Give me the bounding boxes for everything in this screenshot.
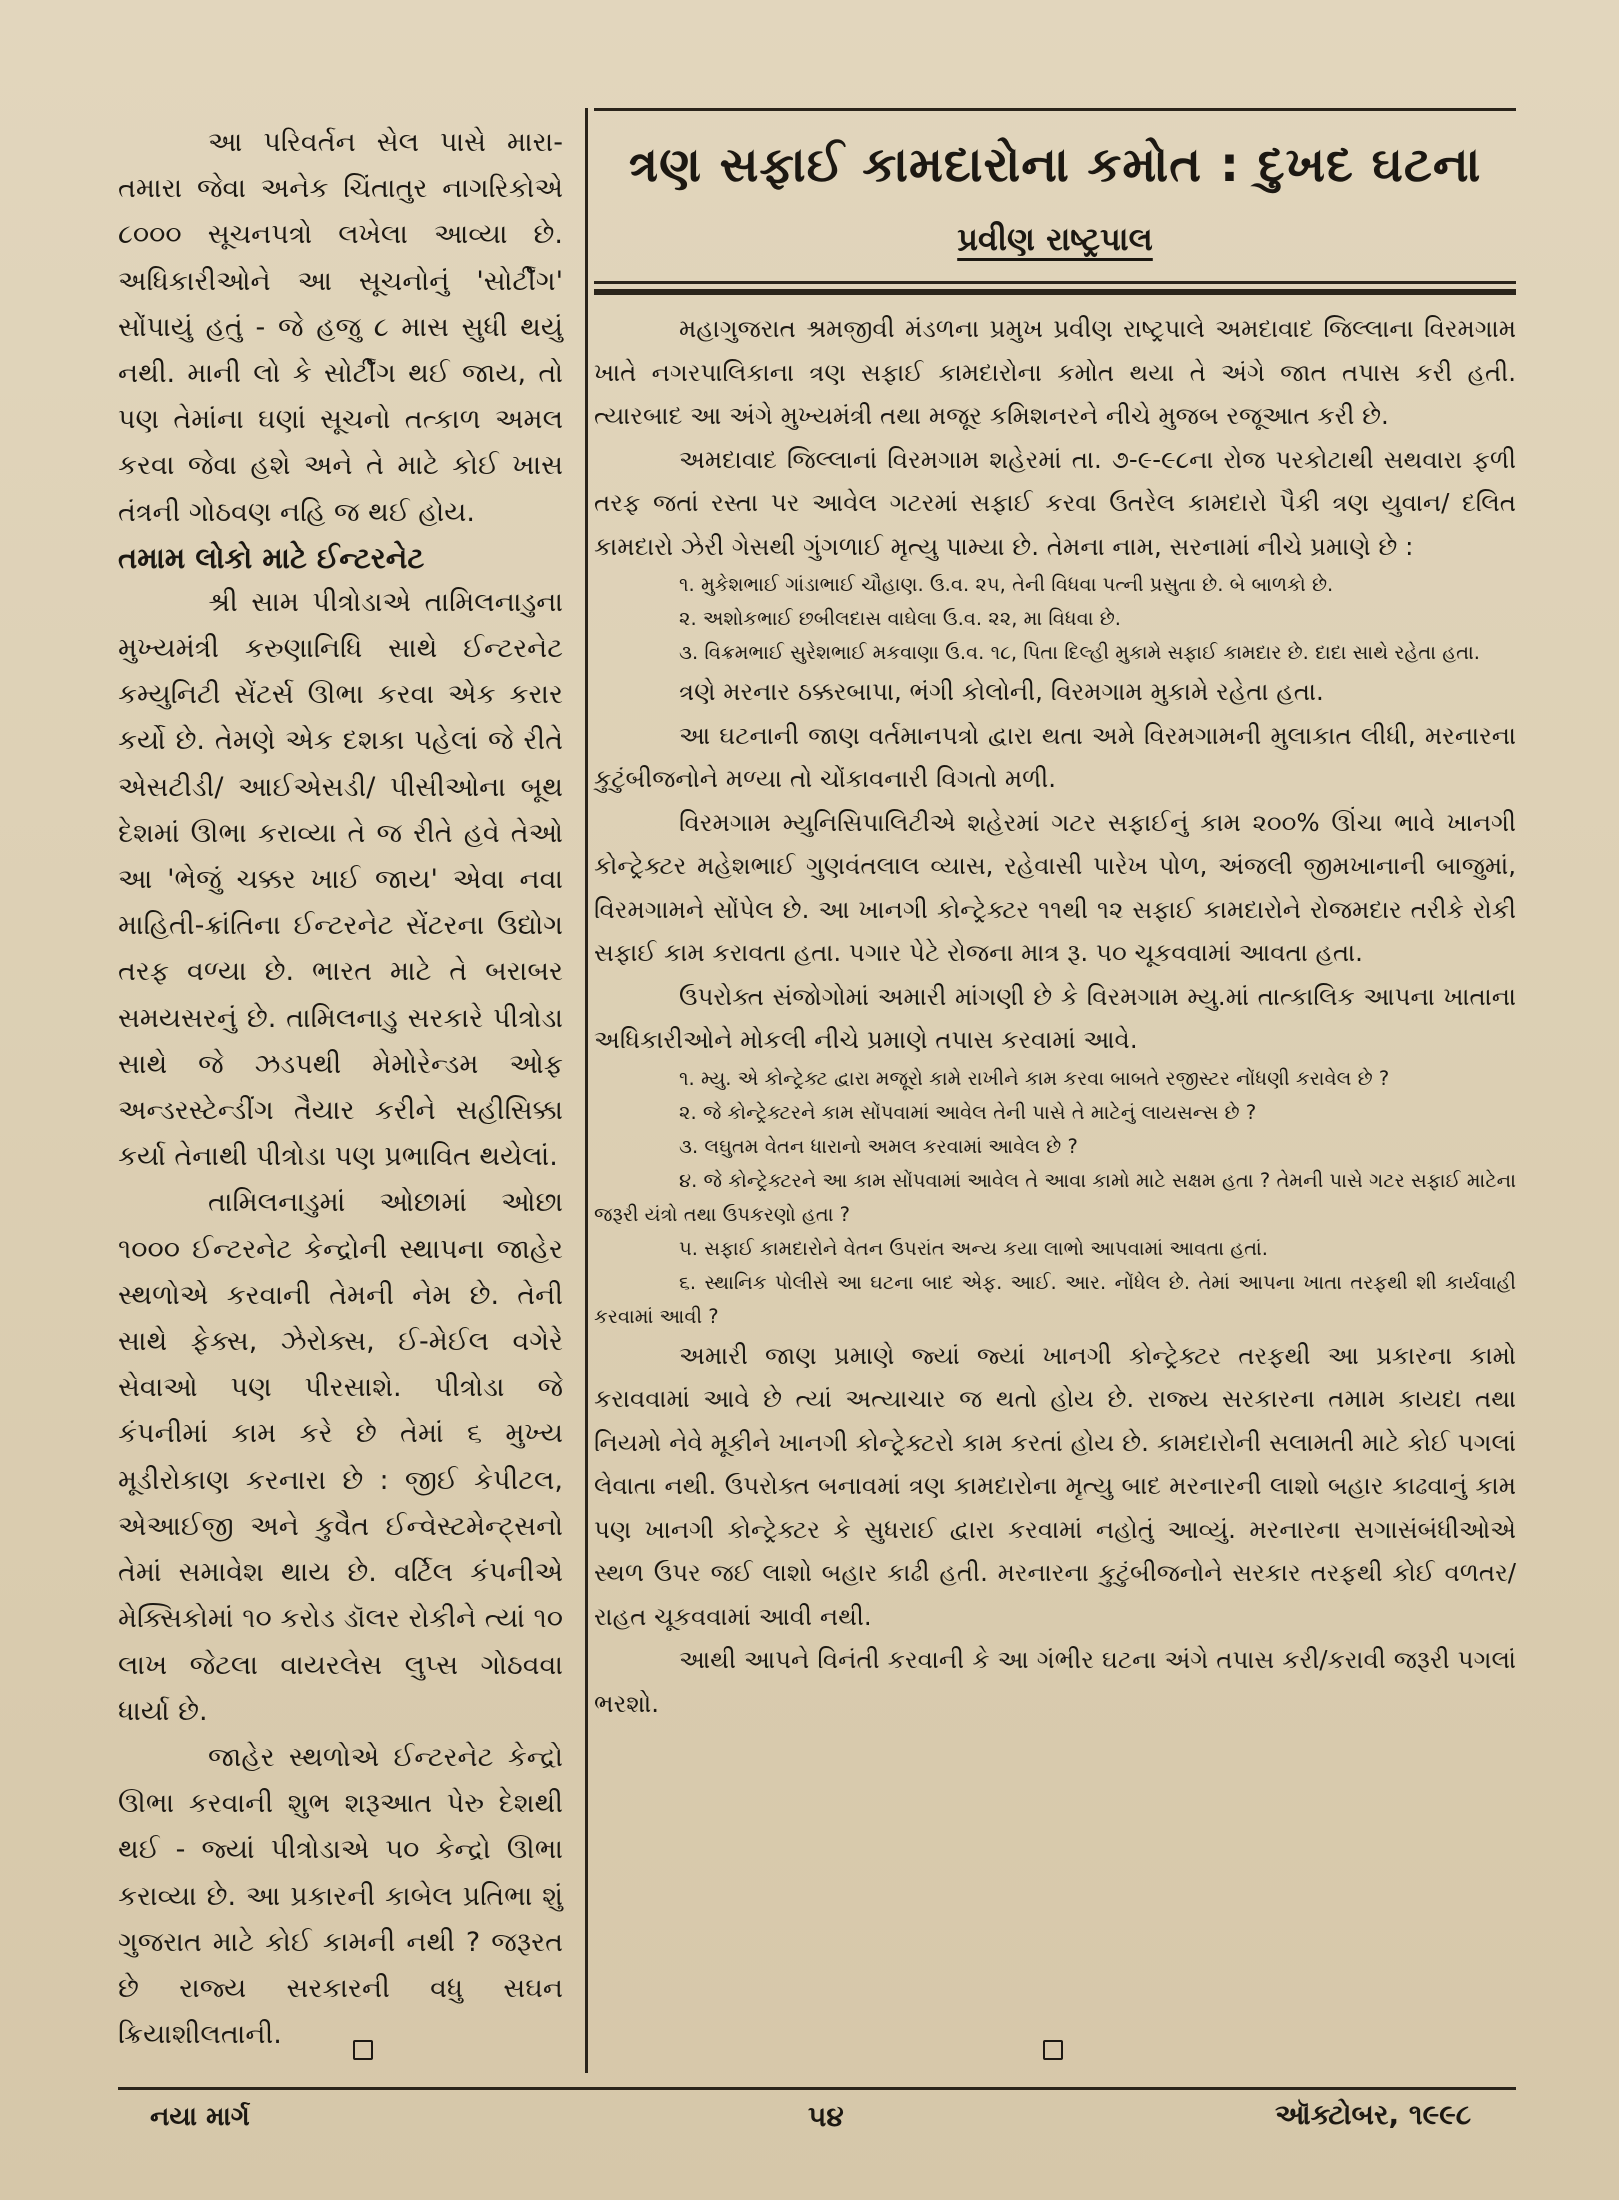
article-author: પ્રવીણ રાષ્ટ્રપાલ xyxy=(957,220,1153,258)
victim-item-2: ૨. અશોકભાઈ છબીલદાસ વાઘેલા ઉ.વ. ૨૨, મા વિધવા છે. xyxy=(679,607,1121,630)
article-title: ત્રણ સફાઈ કામદારોના કમોત : દુખદ ઘટના xyxy=(628,137,1482,193)
question-item-3: ૩. લઘુતમ વેતન ધારાનો અમલ કરવામાં આવેલ છે ? xyxy=(679,1134,1078,1158)
article-body xyxy=(594,307,1516,1725)
article-paragraph-7: અમારી જાણ પ્રમાણે જ્યાં જ્યાં ખાનગી કોન્ટ્રેક્ટર તરફથી આ પ્રકારના કામો કરાવવામાં આવે છે ત્યાં અત્યાચાર જ થતો હોય છે. રાજ્ય સરકારના તમામ કાયદા તથા નિયમો નેવે મૂકીને ખાનગી કોન્ટ્રેક્ટરો કામ કરતાં હોય છે. કામદારોની સલામતી માટે કોઈ પગલાં લેવાતા નથી. ઉપરોક્ત બનાવમાં ત્રણ કામદારોના મૃત્યુ બાદ મરનારની લાશો બહાર કાઢવાનું કામ પણ ખાનગી કોન્ટ્રેક્ટર કે સુધરાઈ દ્વારા કરવામાં નહોતું આવ્યું. મરનારના સગાસંબંધીઓએ સ્થળ ઉપર જઈ લાશો બહાર કાઢી હતી. મરનારના કુટુંબીજનોને સરકાર તરફથી કોઈ વળતર/ રાહત ચૂકવવામાં આવી નથી. xyxy=(594,1340,1516,1631)
question-item-4: ૪. જે કોન્ટ્રેક્ટરને આ કામ સોંપવામાં આવેલ તે આવા કામો માટે સક્ષમ હતા ? તેમની પાસે ગટર સફાઈ માટેના જરૂરી યંત્રો તથા ઉપકરણો હતા ? xyxy=(594,1168,1516,1226)
left-column xyxy=(118,120,563,2058)
footer-rule xyxy=(118,2087,1516,2090)
article-paragraph-8: આથી આપને વિનંતી કરવાની કે આ ગંભીર ઘટના અંગે તપાસ કરી/કરાવી જરૂરી પગલાં ભરશો. xyxy=(594,1645,1516,1718)
footer-magazine-name: નયા માર્ગ xyxy=(150,2102,250,2132)
question-item-5: ૫. સફાઈ કામદારોને વેતન ઉપરાંત અન્ય કયા લાભો આપવામાં આવતા હતાં. xyxy=(679,1236,1268,1260)
left-end-mark xyxy=(353,2040,373,2060)
left-subheading: તમામ લોકો માટે ઈન્ટરનેટ xyxy=(118,540,425,575)
question-item-6: ૬. સ્થાનિક પોલીસે આ ઘટના બાદ એફ. આઈ. આર. નોંધેલ છે. તેમાં આપના ખાતા તરફથી શી કાર્યવાહી કરવામાં આવી ? xyxy=(594,1270,1516,1328)
footer-issue-date: ઑક્ટોબર, ૧૯૯૮ xyxy=(1275,2098,1472,2131)
column-divider xyxy=(585,108,588,2073)
left-paragraph-2: શ્રી સામ પીત્રોડાએ તામિલનાડુના મુખ્યમંત્રી કરુણાનિધિ સાથે ઈન્ટરનેટ કમ્યુનિટી સેંટર્સ ઊભા કરવા એક કરાર કર્યો છે. તેમણે એક દશકા પહેલાં જે રીતે એસટીડી/ આઈએસડી/ પીસીઓના બૂથ દેશમાં ઊભા કરાવ્યા તે જ રીતે હવે તેઓ આ 'ભેજું ચક્કર ખાઈ જાય' એવા નવા માહિતી-ક્રાંતિના ઈન્ટરનેટ સેંટરના ઉદ્યોગ તરફ વળ્યા છે. ભારત માટે તે બરાબર સમયસરનું છે. તામિલનાડુ સરકારે પીત્રોડા સાથે જે ઝડપથી મેમોરેન્ડમ ઓફ અન્ડરસ્ટેન્ડીંગ તૈયાર કરીને સહીસિક્કા કર્યા તેનાથી પીત્રોડા પણ પ્રભાવિત થયેલાં. xyxy=(118,586,563,1173)
article-paragraph-3: ત્રણે મરનાર ઠક્કરબાપા, ભંગી કોલોની, વિરમગામ મુકામે રહેતા હતા. xyxy=(679,677,1324,706)
article-paragraph-5: વિરમગામ મ્યુનિસિપાલિટીએ શહેરમાં ગટર સફાઈનું કામ ૨૦૦% ઊંચા ભાવે ખાનગી કોન્ટ્રેક્ટર મહેશભાઈ ગુણવંતલાલ વ્યાસ, રહેવાસી પારેખ પોળ, અંજલી જીમખાનાની બાજુમાં, વિરમગામને સોંપેલ છે. આ ખાનગી કોન્ટ્રેક્ટર ૧૧થી ૧૨ સફાઈ કામદારોને રોજમદાર તરીકે રોકી સફાઈ કામ કરાવતા હતા. પગાર પેટે રોજના માત્ર રૂ. ૫૦ ચૂકવવામાં આવતા હતા. xyxy=(594,807,1516,967)
question-item-2: ૨. જે કોન્ટ્રેક્ટરને કામ સોંપવામાં આવેલ તેની પાસે તે માટેનું લાયસન્સ છે ? xyxy=(679,1100,1257,1124)
article-paragraph-1: મહાગુજરાત શ્રમજીવી મંડળના પ્રમુખ પ્રવીણ રાષ્ટ્રપાલે અમદાવાદ જિલ્લાના વિરમગામ ખાતે નગરપાલિકાના ત્રણ સફાઈ કામદારોના કમોત થયા તે અંગે જાત તપાસ કરી હતી. ત્યારબાદ આ અંગે મુખ્યમંત્રી તથા મજૂર કમિશનરને નીચે મુજબ રજૂઆત કરી છે. xyxy=(594,314,1516,430)
left-paragraph-3: તામિલનાડુમાં ઓછામાં ઓછા ૧૦૦૦ ઈન્ટરનેટ કેન્દ્રોની સ્થાપના જાહેર સ્થળોએ કરવાની તેમની નેમ છે. તેની સાથે ફેક્સ, ઝેરોક્સ, ઈ-મેઈલ વગેરે સેવાઓ પણ પીરસાશે. પીત્રોડા જે કંપનીમાં કામ કરે છે તેમાં ૬ મુખ્ય મૂડીરોકાણ કરનારા છે : જીઈ કેપીટલ, એઆઈજી અને કુવૈત ઈન્વેસ્ટમેન્ટ્સનો તેમાં સમાવેશ થાય છે. વર્ટિલ કંપનીએ મેક્સિકોમાં ૧૦ કરોડ ડૉલર રોકીને ત્યાં ૧૦ લાખ જેટલા વાયરલેસ લુપ્સ ગોઠવવા ધાર્યા છે. xyxy=(118,1187,563,1727)
left-paragraph-1: આ પરિવર્તન સેલ પાસે મારા-તમારા જેવા અનેક ચિંતાતુર નાગરિકોએ ૮૦૦૦ સૂચનપત્રો લખેલા આવ્યા છે. અધિકારીઓને આ સૂચનોનું 'સોર્ટીંગ' સોંપાયું હતું - જે હજુ ૮ માસ સુધી થયું નથી. માની લો કે સોર્ટીંગ થઈ જાય, તો પણ તેમાંના ઘણાં સૂચનો તત્કાળ અમલ કરવા જેવા હશે અને તે માટે કોઈ ખાસ તંત્રની ગોઠવણ નહિ જ થઈ હોય. xyxy=(118,127,563,528)
question-item-1: ૧. મ્યુ. એ કોન્ટ્રેક્ટ દ્વારા મજૂરો કામે રાખીને કામ કરવા બાબતે રજીસ્ટર નોંધણી કરાવેલ છે ? xyxy=(679,1066,1390,1090)
title-top-rule xyxy=(594,108,1516,111)
article-paragraph-6: ઉપરોક્ત સંજોગોમાં અમારી માંગણી છે કે વિરમગામ મ્યુ.માં તાત્કાલિક આપના ખાતાના અધિકારીઓને મોકલી નીચે પ્રમાણે તપાસ કરવામાં આવે. xyxy=(594,981,1516,1054)
article-paragraph-2: અમદાવાદ જિલ્લાનાં વિરમગામ શહેરમાં તા. ૭-૯-૯૮ના રોજ પરકોટાથી સથવારા ફળી તરફ જતાં રસ્તા પર આવેલ ગટરમાં સફાઈ કરવા ઉતરેલ કામદારો પૈકી ત્રણ યુવાન/ દલિત કામદારો ઝેરી ગેસથી ગુંગળાઈ મૃત્યુ પામ્યા છે. તેમના નામ, સરનામાં નીચે પ્રમાણે છે : xyxy=(594,444,1516,561)
article-end-mark xyxy=(1043,2040,1063,2060)
left-paragraph-4: જાહેર સ્થળોએ ઈન્ટરનેટ કેન્દ્રો ઊભા કરવાની શુભ શરૂઆત પેરુ દેશથી થઈ - જ્યાં પીત્રોડાએ ૫૦ કેન્દ્રો ઊભા કરાવ્યા છે. આ પ્રકારની કાબેલ પ્રતિભા શું ગુજરાત માટે કોઈ કામની નથી ? જરૂરત છે રાજ્ય સરકારની વધુ સઘન ક્રિયાશીલતાની. xyxy=(118,1741,563,2051)
victim-item-1: ૧. મુકેશભાઈ ગાંડાભાઈ ચૌહાણ. ઉ.વ. ૨૫, તેની વિધવા પત્ની પ્રસુતા છે. બે બાળકો છે. xyxy=(679,573,1334,596)
article-column xyxy=(594,108,1516,1725)
article-paragraph-4: આ ઘટનાની જાણ વર્તમાનપત્રો દ્વારા થતા અમે વિરમગામની મુલાકાત લીધી, મરનારના કુટુંબીજનોને મળ્યા તો ચોંકાવનારી વિગતો મળી. xyxy=(594,720,1516,793)
footer-page-number: ૫૪ xyxy=(808,2100,844,2133)
victim-item-3: ૩. વિક્રમભાઈ સુરેશભાઈ મકવાણા ઉ.વ. ૧૮, પિતા દિલ્હી મુકામે સફાઈ કામદાર છે. દાદા સાથે રહેતા હતા. xyxy=(679,641,1480,664)
title-bottom-rule xyxy=(594,281,1516,295)
